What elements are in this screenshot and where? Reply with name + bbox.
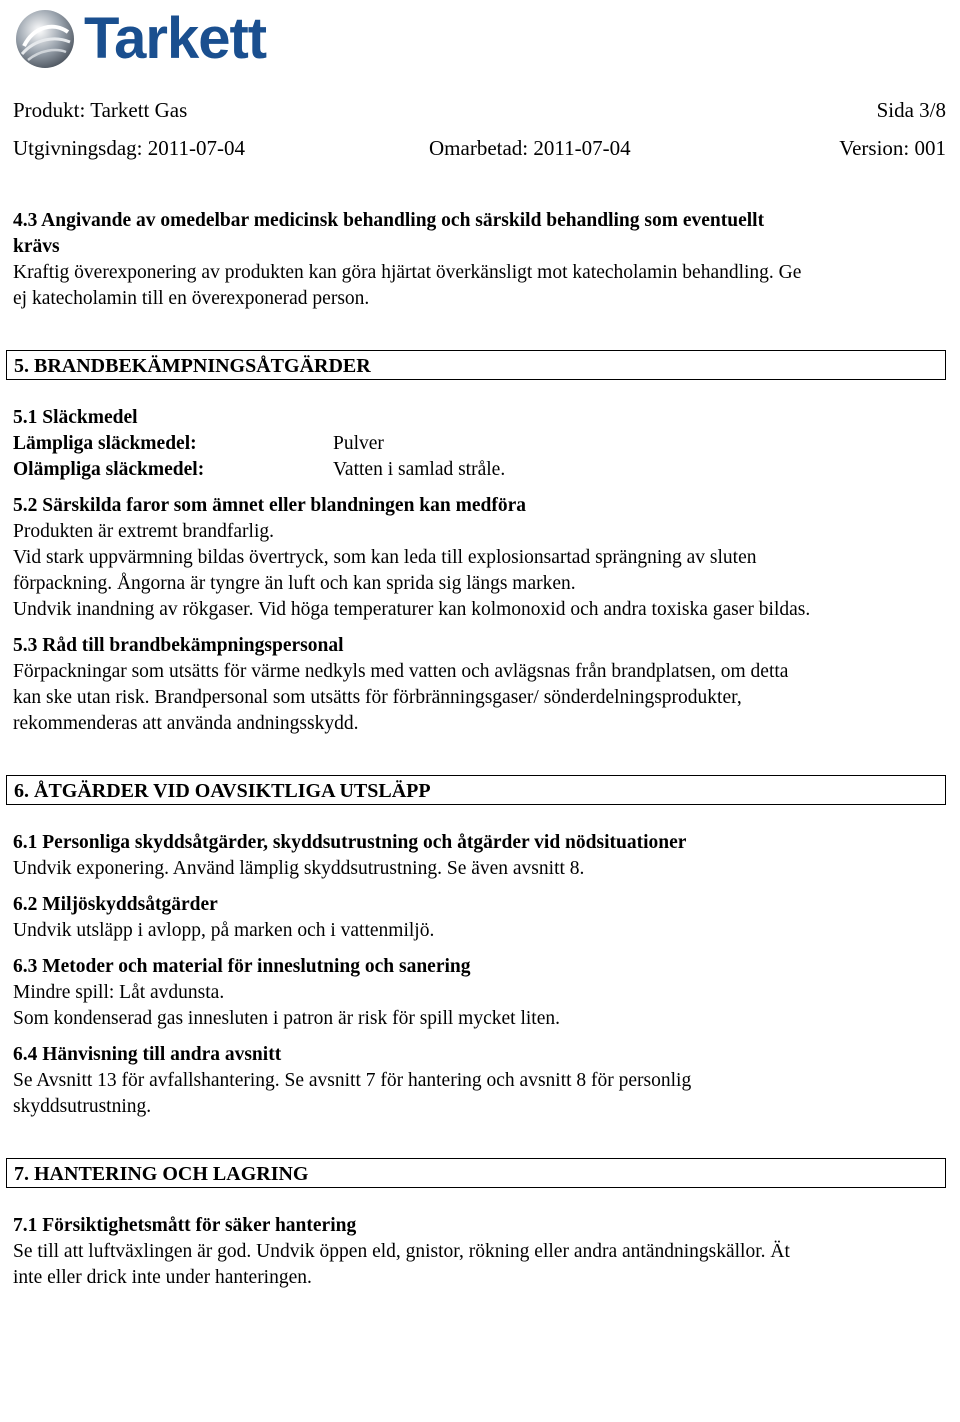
version: Version: 001 [839, 136, 946, 160]
section-5-3-title: 5.3 Råd till brandbekämpningspersonal [13, 635, 344, 656]
tarkett-logo [14, 6, 266, 72]
section-6-4-title: 6.4 Hänvisning till andra avsnitt [13, 1044, 282, 1065]
section-4-3-title-cont: krävs [13, 236, 60, 257]
issue-date: Utgivningsdag: 2011-07-04 [13, 136, 245, 160]
suitable-extinguishing-row [13, 431, 947, 457]
section-6-3-line: Mindre spill: Låt avdunsta. [13, 982, 225, 1003]
section-5-2-line: förpackning. Ångorna är tyngre än luft och kan sprida sig längs marken. [13, 573, 576, 594]
section-5-2-title: 5.2 Särskilda faror som ämnet eller blandningen kan medföra [13, 495, 526, 516]
revision-date: Omarbetad: 2011-07-04 [429, 136, 631, 160]
section-7-1-line: Se till att luftväxlingen är god. Undvik öppen eld, gnistor, rökning eller andra antändningskällor. Ät [13, 1241, 790, 1262]
section-5-heading: 5. BRANDBEKÄMPNINGSÅTGÄRDER [6, 350, 946, 380]
section-7-1-title: 7.1 Försiktighetsmått för säker hantering [13, 1215, 357, 1236]
unsuitable-label: Olämpliga släckmedel: [13, 459, 205, 480]
section-6-4-line: Se Avsnitt 13 för avfallshantering. Se avsnitt 7 för hantering och avsnitt 8 för personlig [13, 1070, 692, 1091]
section-4-3-title: 4.3 Angivande av omedelbar medicinsk behandling och särskild behandling som eventuellt [13, 210, 765, 231]
section-5-3-line: kan ske utan risk. Brandpersonal som utsätts för förbränningsgaser/ sönderdelningsprodukter, [13, 687, 742, 708]
section-7-1-line: inte eller drick inte under hanteringen. [13, 1267, 312, 1288]
suitable-value: Pulver [333, 433, 384, 454]
document-body [13, 208, 947, 1291]
page-number: Sida 3/8 [876, 98, 946, 122]
section-6-1-title: 6.1 Personliga skyddsåtgärder, skyddsutrustning och åtgärder vid nödsituationer [13, 832, 687, 853]
section-5-3-line: rekommenderas att använda andningsskydd. [13, 713, 359, 734]
brand-name: Tarkett [84, 6, 267, 71]
unsuitable-extinguishing-row [13, 457, 947, 483]
tarkett-logo-icon [14, 8, 76, 70]
section-5-2-line: Undvik inandning av rökgaser. Vid höga temperaturer kan kolmonoxid och andra toxiska gaser bildas. [13, 599, 811, 620]
section-4-3-text-cont: ej katecholamin till en överexponerad person. [13, 288, 370, 309]
section-6-3-title: 6.3 Metoder och material för inneslutning och sanering [13, 956, 471, 977]
section-5-2-line: Produkten är extremt brandfarlig. [13, 521, 274, 542]
section-5-2-line: Vid stark uppvärmning bildas övertryck, som kan leda till explosionsartad sprängning av sluten [13, 547, 757, 568]
section-5-3-line: Förpackningar som utsätts för värme nedkyls med vatten och avlägsnas från brandplatsen, om detta [13, 661, 789, 682]
section-6-heading: 6. ÅTGÄRDER VID OAVSIKTLIGA UTSLÄPP [6, 775, 946, 805]
product-name: Produkt: Tarkett Gas [13, 98, 188, 122]
section-6-2-title: 6.2 Miljöskyddsåtgärder [13, 894, 218, 915]
section-5-1-title: 5.1 Släckmedel [13, 407, 138, 428]
section-7-heading: 7. HANTERING OCH LAGRING [6, 1158, 946, 1188]
unsuitable-value: Vatten i samlad stråle. [333, 459, 506, 480]
suitable-label: Lämpliga släckmedel: [13, 433, 197, 454]
section-6-3-line: Som kondenserad gas innesluten i patron är risk för spill mycket liten. [13, 1008, 560, 1029]
section-6-1-line: Undvik exponering. Använd lämplig skyddsutrustning. Se även avsnitt 8. [13, 858, 585, 879]
section-6-2-line: Undvik utsläpp i avlopp, på marken och i vattenmiljö. [13, 920, 435, 941]
section-6-4-line: skyddsutrustning. [13, 1096, 152, 1117]
section-4-3-text: Kraftig överexponering av produkten kan göra hjärtat överkänsligt mot katecholamin behandling. Ge [13, 262, 802, 283]
